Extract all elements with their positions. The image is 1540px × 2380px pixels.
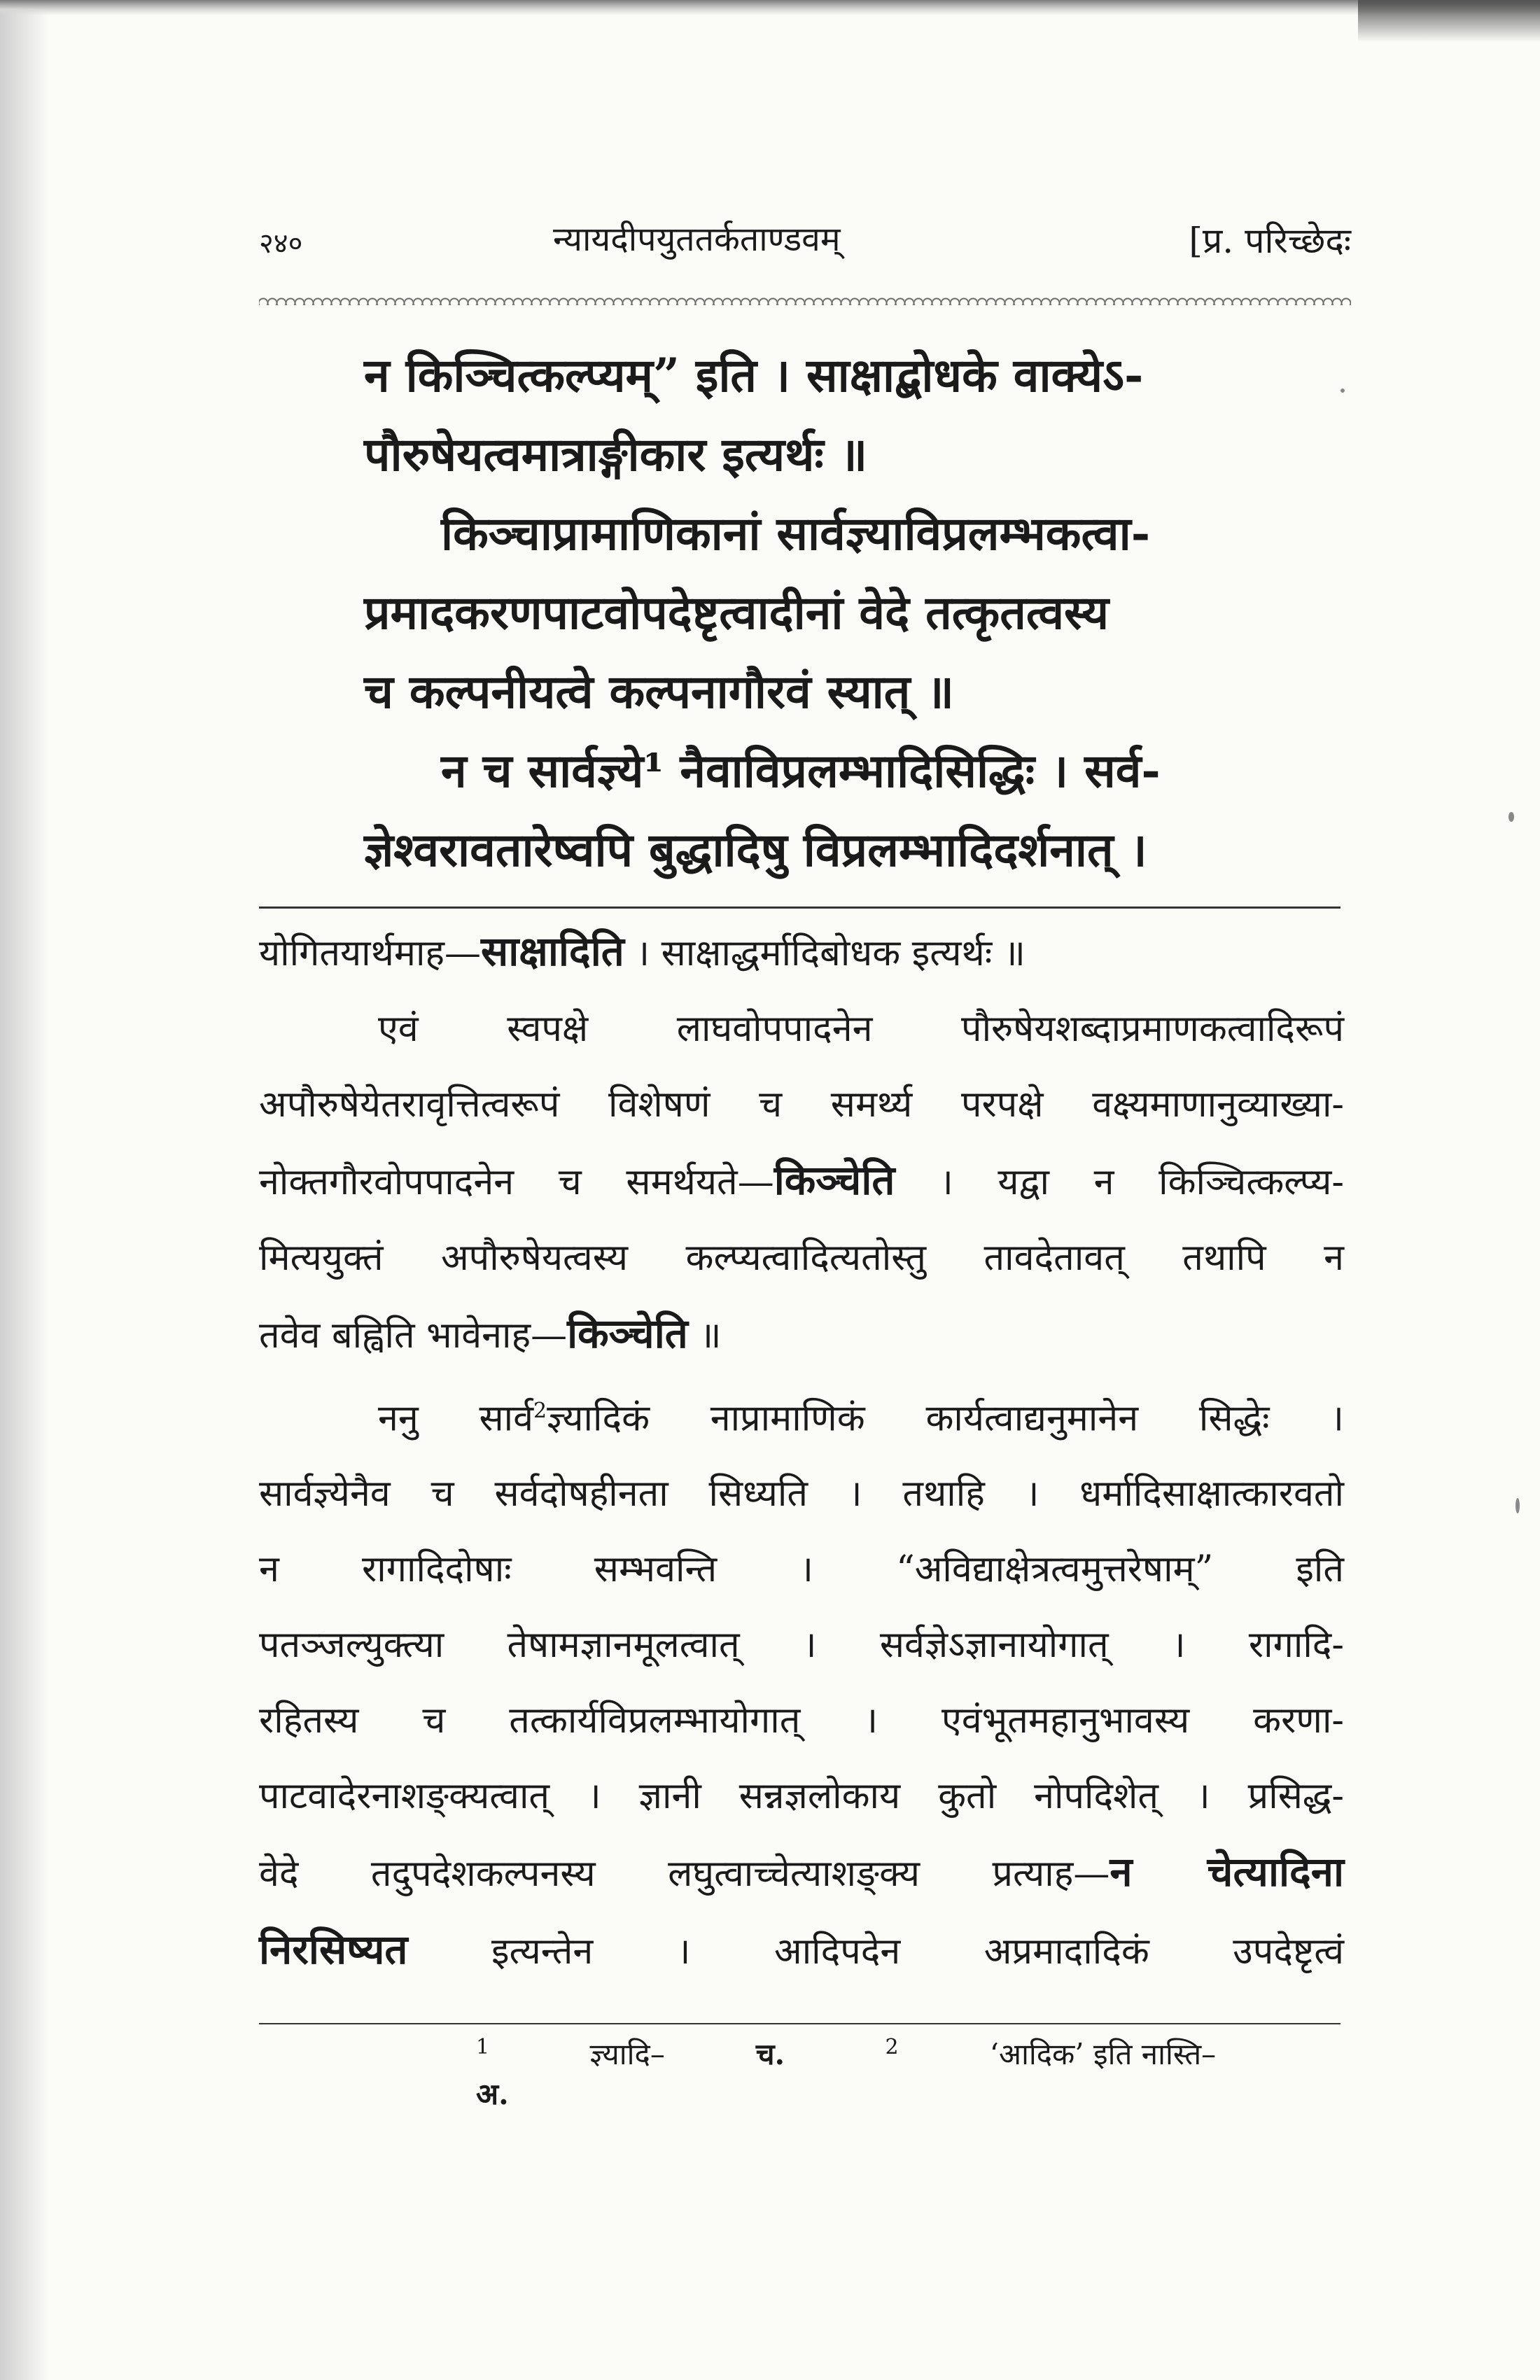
mula-line: प्रमादकरणपाटवोपदेष्टृत्वादीनां वेदे तत्कृतत्वस्य — [364, 585, 1110, 640]
book-title: न्यायदीपयुततर्कताण्डवम् — [553, 220, 841, 259]
page-shadow-top — [0, 0, 1540, 15]
mula-line: न किञ्चित्कल्प्यम्” इति । साक्षाद्बोधके वाक्येऽ- — [364, 348, 1144, 402]
scan-speck — [1340, 388, 1345, 393]
scan-speck — [1516, 1498, 1520, 1513]
wavy-rule — [259, 294, 1351, 305]
commentary-line: रहितस्य च तत्कार्यविप्रलम्भायोगात् । एवंभूतमहानुभावस्य करणा- — [259, 1700, 1344, 1742]
mula-line: न च सार्वज्ञ्ये¹ नैवाविप्रलम्भादिसिद्धिः । सर्व- — [441, 743, 1161, 798]
footnote-divider — [259, 2023, 1340, 2024]
page-shadow-top-right — [1358, 0, 1540, 42]
mula-line: पौरुषेयत्वमात्राङ्गीकार इत्यर्थः ॥ — [364, 427, 868, 482]
page-number: २४० — [259, 227, 303, 260]
mula-line: किञ्चाप्रामाणिकानां सार्वज्ञ्याविप्रलम्भकत्वा- — [441, 506, 1151, 561]
commentary-line: पाटवादेरनाशङ्क्यत्वात् । ज्ञानी सन्नज्ञलोकाय कुतो नोपदिशेत् । प्रसिद्ध- — [259, 1775, 1344, 1818]
mula-text — [364, 336, 1288, 890]
commentary-line: सार्वज्ञ्येनैव च सर्वदोषहीनता सिध्यति । तथाहि । धर्मादिसाक्षात्कारवतो — [259, 1473, 1344, 1516]
scan-speck — [1508, 812, 1514, 822]
section-title: [प्र. परिच्छेदः — [1189, 220, 1351, 261]
commentary-line: एवं स्वपक्षे लाघवोपपादनेन पौरुषेयशब्दाप्रमाणकत्वादिरूपं — [378, 1008, 1344, 1050]
section-divider — [259, 906, 1340, 909]
commentary-line: ननु सार्व$^2$ज्ञ्यादिकं नाप्रामाणिकं कार्यत्वाद्यनुमानेन सिद्धेः । — [378, 1397, 1344, 1440]
mula-line: च कल्पनीयत्वे कल्पनागौरवं स्यात् ॥ — [364, 664, 954, 719]
commentary-line: तवेव बह्विति भावेनाह—किञ्चेति ॥ — [259, 1310, 722, 1357]
commentary-text — [259, 913, 1344, 1989]
commentary-line: अपौरुषेयेतरावृत्तित्वरूपं विशेषणं च समर्थ्य परपक्षे वक्ष्यमाणानुव्याख्या- — [259, 1084, 1344, 1126]
commentary-line: योगितयार्थमाह—साक्षादिति । साक्षाद्धर्मादिबोधक इत्यर्थः ॥ — [259, 927, 1026, 975]
commentary-line: वेदे तदुपदेशकल्पनस्य लघुत्वाच्चेत्याशङ्क्य प्रत्याह—न चेत्यादिना — [259, 1848, 1344, 1896]
commentary-line: न रागादिदोषाः सम्भवन्ति । “अविद्याक्षेत्रत्वमुत्तरेषाम्” इति — [259, 1548, 1344, 1591]
commentary-line: नोक्तगौरवोपपादनेन च समर्थयते—किञ्चेति । यद्वा न किञ्चित्कल्प्य- — [259, 1156, 1344, 1204]
footnote-1: $^1$ ज्ञ्यादि– च. — [476, 2035, 785, 2071]
mula-line: ज्ञेश्वरावतारेष्वपि बुद्धादिषु विप्रलम्भादिदर्शनात् । — [364, 822, 1147, 877]
commentary-line: निरसिष्यत इत्यन्तेन । आदिपदेन अप्रमादादिकं उपदेष्टृत्वं — [259, 1926, 1344, 1974]
page-shadow-left — [0, 0, 49, 2380]
commentary-line: पतञ्जल्युक्त्या तेषामज्ञानमूलत्वात् । सर्वज्ञेऽज्ञानायोगात् । रागादि- — [259, 1624, 1344, 1667]
commentary-line: मित्ययुक्तं अपौरुषेयत्वस्य कल्प्यत्वादित्यतोस्तु तावदेतावत् तथापि न — [259, 1237, 1344, 1279]
footnotes — [476, 2033, 1316, 2113]
footnote-2: $^2$ ‘आदिक’ इति नास्ति–अ. — [476, 2035, 1217, 2111]
running-header — [259, 210, 1351, 266]
